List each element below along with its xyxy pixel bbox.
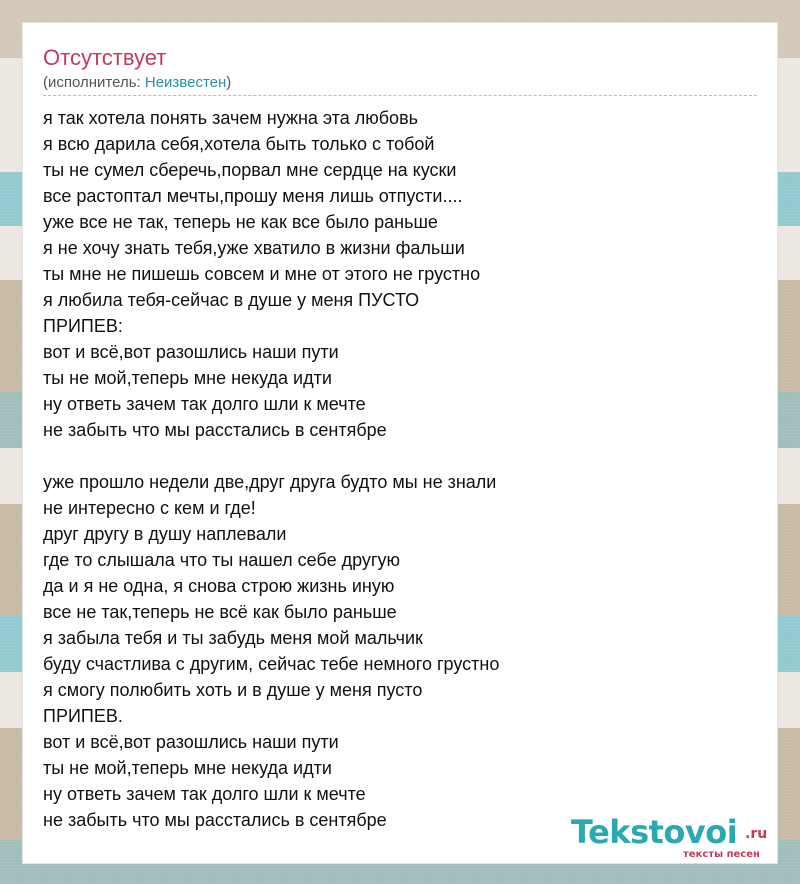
lyric-line: не забыть что мы расстались в сентябре [43, 420, 387, 440]
lyric-line: я забыла тебя и ты забудь меня мой мальчик [43, 628, 423, 648]
lyric-line: ну ответь зачем так долго шли к мечте [43, 784, 366, 804]
lyrics-card [22, 22, 778, 864]
lyric-line: ты не мой,теперь мне некуда идти [43, 758, 332, 778]
lyric-line: не интересно с кем и где! [43, 498, 256, 518]
lyric-line: ну ответь зачем так долго шли к мечте [43, 394, 366, 414]
lyric-line: ты не мой,теперь мне некуда идти [43, 368, 332, 388]
lyric-line: вот и всё,вот разошлись наши пути [43, 342, 339, 362]
lyric-line: да и я не одна, я снова строю жизнь иную [43, 576, 395, 596]
lyric-line: я всю дарила себя,хотела быть только с тобой [43, 134, 435, 154]
lyric-line: где то слышала что ты нашел себе другую [43, 550, 400, 570]
divider [43, 95, 757, 96]
lyric-line: ты не сумел сберечь,порвал мне сердце на куски [43, 160, 457, 180]
lyrics-text [43, 105, 757, 833]
lyric-line: я не хочу знать тебя,уже хватило в жизни фальши [43, 238, 465, 258]
logo-tagline: тексты песен [683, 849, 760, 860]
artist-label-close: ) [226, 74, 232, 91]
lyric-line: ты мне не пишешь совсем и мне от этого не грустно [43, 264, 481, 284]
lyric-line: все не так,теперь не всё как было раньше [43, 602, 397, 622]
lyric-line: я смогу полюбить хоть и в душе у меня пусто [43, 680, 423, 700]
lyric-line: ПРИПЕВ: [43, 316, 123, 336]
artist-label: (исполнитель: [43, 74, 145, 91]
lyric-line [43, 443, 757, 469]
lyric-line: друг другу в душу наплевали [43, 524, 287, 544]
logo-domain: .ru [745, 826, 768, 842]
site-logo[interactable] [571, 813, 775, 861]
lyric-line: уже все не так, теперь не как все было раньше [43, 212, 438, 232]
lyric-line: не забыть что мы расстались в сентябре [43, 810, 387, 830]
lyric-line: вот и всё,вот разошлись наши пути [43, 732, 339, 752]
lyric-line: я любила тебя-сейчас в душе у меня ПУСТО [43, 290, 420, 310]
lyric-line: уже прошло недели две,друг друга будто мы не знали [43, 472, 497, 492]
logo-name: Tekstovoi [571, 813, 738, 851]
song-meta [43, 74, 231, 92]
song-title: Отсутствует [43, 45, 167, 70]
lyric-line: буду счастлива с другим, сейчас тебе немного грустно [43, 654, 500, 674]
artist-link[interactable]: Неизвестен [144, 74, 227, 91]
lyric-line: все растоптал мечты,прошу меня лишь отпусти.... [43, 186, 463, 206]
lyric-line: я так хотела понять зачем нужна эта любовь [43, 108, 419, 128]
lyric-line: ПРИПЕВ. [43, 706, 123, 726]
